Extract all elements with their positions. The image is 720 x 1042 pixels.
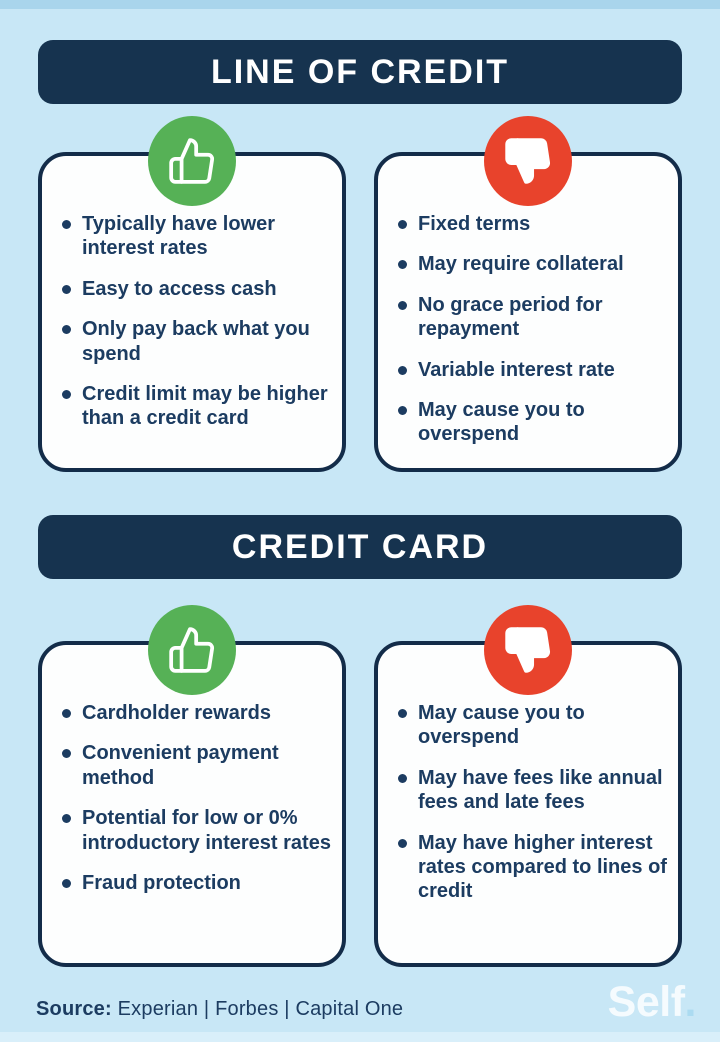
bullet-dot — [398, 406, 407, 415]
list-item — [62, 701, 334, 725]
bottom-edge-strip — [0, 1032, 720, 1042]
bullet-dot — [62, 814, 71, 823]
list-item — [398, 252, 670, 276]
bullet-dot — [398, 709, 407, 718]
bullet-text: Cardholder rewards — [82, 702, 271, 724]
banner-line-of-credit: LINE OF CREDIT — [38, 40, 682, 104]
bullet-text: May require collateral — [418, 253, 624, 276]
source-label: Source: — [36, 998, 112, 1020]
bullet-text: Typically have lower interest rates — [82, 213, 276, 260]
bullet-text: Potential for low or 0% introductory interest rates — [82, 807, 331, 854]
thumbs-down-icon — [484, 116, 572, 206]
line-of-credit-pros-card — [38, 152, 346, 472]
bullet-dot — [62, 390, 71, 399]
source-list: Experian | Forbes | Capital One — [117, 998, 404, 1020]
bullet-text: Fraud protection — [82, 871, 241, 894]
credit-card-cons-card — [374, 641, 682, 967]
list-item — [398, 701, 670, 750]
list-item — [62, 871, 334, 895]
top-edge-strip — [0, 0, 720, 9]
list-item — [398, 293, 670, 342]
list-item — [62, 741, 334, 790]
list-item — [398, 358, 670, 382]
line-of-credit-cons-card — [374, 152, 682, 472]
bullet-dot — [398, 774, 407, 783]
source-attribution — [36, 998, 403, 1021]
bullet-dot — [62, 285, 71, 294]
bullet-dot — [398, 260, 407, 269]
bullet-dot — [398, 301, 407, 310]
thumbs-down-icon — [484, 605, 572, 695]
bullet-text: Credit limit may be higher than a credit card — [82, 382, 328, 430]
list-item — [62, 806, 334, 855]
bullet-text: No grace period for repayment — [418, 293, 603, 341]
bullet-text: May cause you to overspend — [418, 702, 585, 749]
bullet-text: Easy to access cash — [82, 277, 277, 300]
self-logo-period: . — [684, 978, 696, 1026]
bullet-text: Only pay back what you spend — [82, 318, 310, 365]
bullet-dot — [62, 220, 71, 229]
self-logo — [608, 978, 696, 1027]
bullet-dot — [398, 220, 407, 229]
bullet-text: May have fees like annual fees and late fees — [418, 766, 663, 814]
bullet-dot — [62, 749, 71, 758]
bullet-dot — [62, 879, 71, 888]
bullet-text: May have higher interest rates compared to lines of credit — [418, 831, 667, 903]
list-item — [62, 382, 334, 431]
self-logo-text: Self — [607, 978, 685, 1026]
bullet-text: Fixed terms — [418, 213, 531, 235]
banner-credit-card: CREDIT CARD — [38, 515, 682, 579]
bullet-text: Convenient payment method — [82, 742, 279, 789]
bullet-text: May cause you to overspend — [418, 398, 585, 446]
list-item — [398, 398, 670, 447]
bullet-dot — [398, 366, 407, 375]
list-item — [62, 277, 334, 301]
bullet-dot — [62, 709, 71, 718]
list-item — [62, 317, 334, 366]
bullet-dot — [62, 325, 71, 334]
list-item — [398, 212, 670, 236]
list-item — [398, 831, 670, 904]
thumbs-up-icon — [148, 605, 236, 695]
bullet-text: Variable interest rate — [418, 358, 615, 381]
credit-card-pros-card — [38, 641, 346, 967]
list-item — [398, 766, 670, 815]
bullet-dot — [398, 839, 407, 848]
thumbs-up-icon — [148, 116, 236, 206]
list-item — [62, 212, 334, 261]
